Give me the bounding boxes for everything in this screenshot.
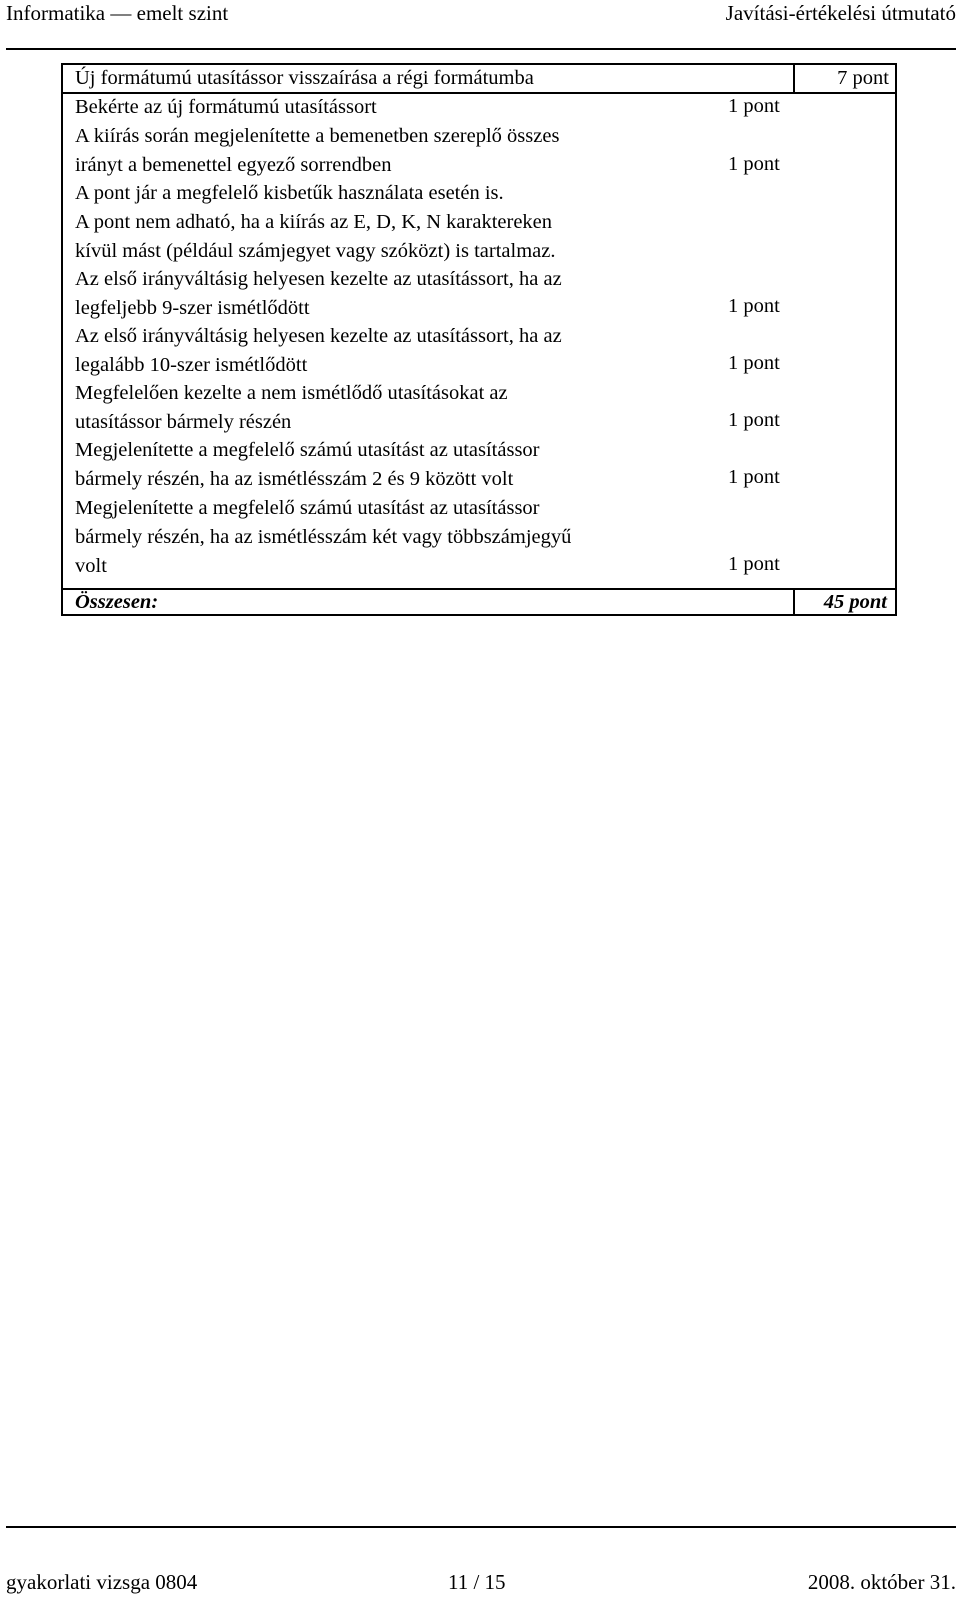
item-line: volt — [75, 555, 107, 577]
item-points: 1 pont — [728, 95, 780, 117]
list-item — [75, 436, 540, 494]
list-item — [75, 122, 559, 180]
item-line: Megjelenítette a megfelelő számú utasítást az utasítássor — [75, 497, 540, 519]
page-footer — [6, 1526, 956, 1598]
footer-exam-name: gyakorlati vizsga 0804 — [6, 1570, 198, 1594]
item-points: 1 pont — [728, 153, 780, 175]
list-item — [75, 322, 562, 380]
item-line: Megfelelően kezelte a nem ismétlődő utasításokat az — [75, 382, 508, 404]
footer-page-number: 11 / 15 — [448, 1570, 506, 1594]
item-points: 1 pont — [728, 466, 780, 488]
list-item — [75, 179, 555, 266]
section-points-divider — [793, 65, 795, 92]
page-header — [6, 0, 956, 50]
header-subject: Informatika — emelt szint — [6, 1, 229, 25]
item-line: legalább 10-szer ismétlődött — [75, 354, 308, 376]
list-item — [75, 494, 571, 581]
list-item — [75, 93, 377, 122]
section-points: 7 pont — [837, 67, 889, 89]
item-points: 1 pont — [728, 553, 780, 575]
item-line: Az első irányváltásig helyesen kezelte az utasítássort, ha az — [75, 325, 562, 347]
item-line: legfeljebb 9-szer ismétlődött — [75, 297, 310, 319]
item-line: kívül mást (például számjegyet vagy szóközt) is tartalmaz. — [75, 240, 556, 262]
item-line: bármely részén, ha az ismétlésszám 2 és 9 között volt — [75, 468, 514, 490]
total-divider — [63, 588, 895, 590]
item-line: Az első irányváltásig helyesen kezelte az utasítássort, ha az — [75, 268, 562, 290]
total-points: 45 pont — [823, 591, 887, 613]
list-item — [75, 265, 562, 323]
footer-date: 2008. október 31. — [807, 1570, 956, 1594]
item-line: A pont jár a megfelelő kisbetűk használata esetén is. — [75, 182, 504, 204]
item-points: 1 pont — [728, 352, 780, 374]
item-points: 1 pont — [728, 295, 780, 317]
scoring-table — [61, 63, 897, 616]
item-line: utasítássor bármely részén — [75, 411, 292, 433]
header-document-type: Javítási-értékelési útmutató — [725, 1, 956, 25]
item-line: Megjelenítette a megfelelő számú utasítást az utasítássor — [75, 439, 540, 461]
section-title: Új formátumú utasítássor visszaírása a régi formátumba — [75, 67, 534, 89]
item-points: 1 pont — [728, 409, 780, 431]
item-line: A kiírás során megjelenítette a bemenetben szereplő összes — [75, 125, 560, 147]
item-line: A pont nem adható, ha a kiírás az E, D, K, N karaktereken — [75, 211, 553, 233]
item-line: irányt a bemenettel egyező sorrendben — [75, 154, 392, 176]
item-line: Bekérte az új formátumú utasítássort — [75, 96, 377, 118]
list-item — [75, 379, 508, 437]
item-line: bármely részén, ha az ismétlésszám két vagy többszámjegyű — [75, 526, 572, 548]
total-label: Összesen: — [75, 591, 159, 613]
total-points-divider — [793, 588, 795, 614]
